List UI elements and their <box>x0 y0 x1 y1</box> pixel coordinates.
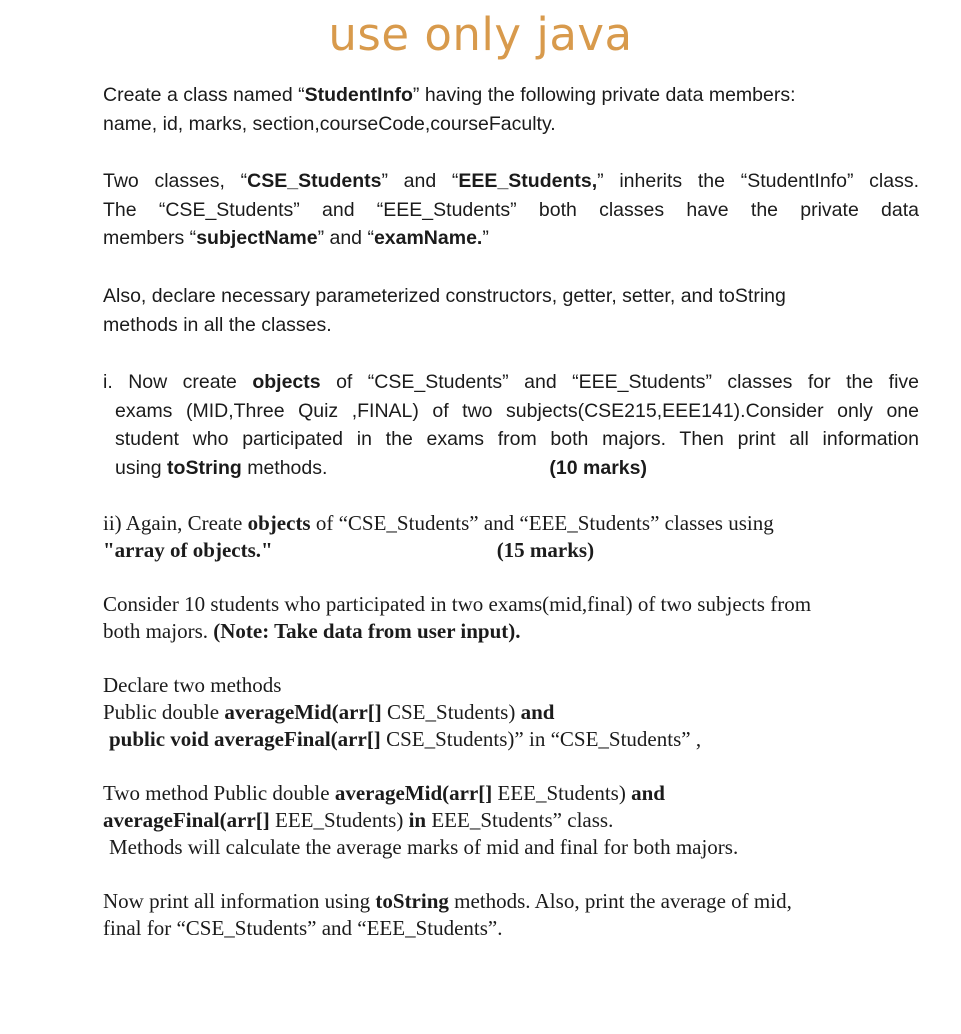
text-line: public void averageFinal(arr[] CSE_Students)” in “CSE_Students” , <box>109 727 702 751</box>
text-line: name, id, marks, section,courseCode,courseFaculty. <box>103 112 556 135</box>
text-line: student who participated in the exams from both majors. Then print all information <box>115 428 919 450</box>
text-line: ii) Again, Create objects of “CSE_Students” and “EEE_Students” classes using <box>103 511 774 535</box>
text-line: Now print all information using toString methods. Also, print the average of mid, <box>103 889 792 913</box>
marks-label: (15 marks) <box>496 538 595 562</box>
text-line: Consider 10 students who participated in two exams(mid,final) of two subjects from <box>103 592 812 616</box>
paragraph-class-definition <box>103 81 919 138</box>
text-line: Methods will calculate the average marks of mid and final for both majors. <box>109 835 739 859</box>
marks-label: (10 marks) <box>549 456 647 479</box>
paragraph-declare-methods <box>103 672 919 753</box>
paragraph-inheritance <box>103 167 919 253</box>
page-title: use only java <box>328 8 633 61</box>
text-line: methods in all the classes. <box>103 313 332 336</box>
paragraph-constructors <box>103 282 919 339</box>
text-line: The “CSE_Students” and “EEE_Students” both classes have the private data <box>103 198 919 221</box>
text-line: Declare two methods <box>103 673 282 697</box>
question-ii <box>103 510 919 564</box>
question-i <box>103 368 919 482</box>
text-line: Also, declare necessary parameterized constructors, getter, setter, and toString <box>103 285 786 307</box>
text-line: i. Now create objects of “CSE_Students” and “EEE_Students” classes for the five <box>103 371 919 393</box>
text-line: final for “CSE_Students” and “EEE_Students”. <box>103 916 503 940</box>
text-line: averageFinal(arr[] EEE_Students) in EEE_Students” class. <box>103 808 614 832</box>
text-line: exams (MID,Three Quiz ,FINAL) of two subjects(CSE215,EEE141).Consider only one <box>115 399 919 422</box>
text-line: "array of objects." (15 marks) <box>103 538 595 562</box>
text-line: using toString methods. (10 marks) <box>115 456 647 479</box>
text-line: members “subjectName” and “examName.” <box>103 227 489 249</box>
text-line: both majors. (Note: Take data from user input). <box>103 619 521 643</box>
text-line: Two method Public double averageMid(arr[] EEE_Students) and <box>103 781 665 805</box>
text-line: Public double averageMid(arr[] CSE_Students) and <box>103 700 555 724</box>
text-line: Two classes, “CSE_Students” and “EEE_Students,” inherits the “StudentInfo” class. <box>103 170 919 192</box>
paragraph-two-methods <box>103 780 919 861</box>
text-line: Create a class named “StudentInfo” having the following private data members: <box>103 84 796 106</box>
paragraph-print-info <box>103 888 919 942</box>
paragraph-consider <box>103 591 919 645</box>
